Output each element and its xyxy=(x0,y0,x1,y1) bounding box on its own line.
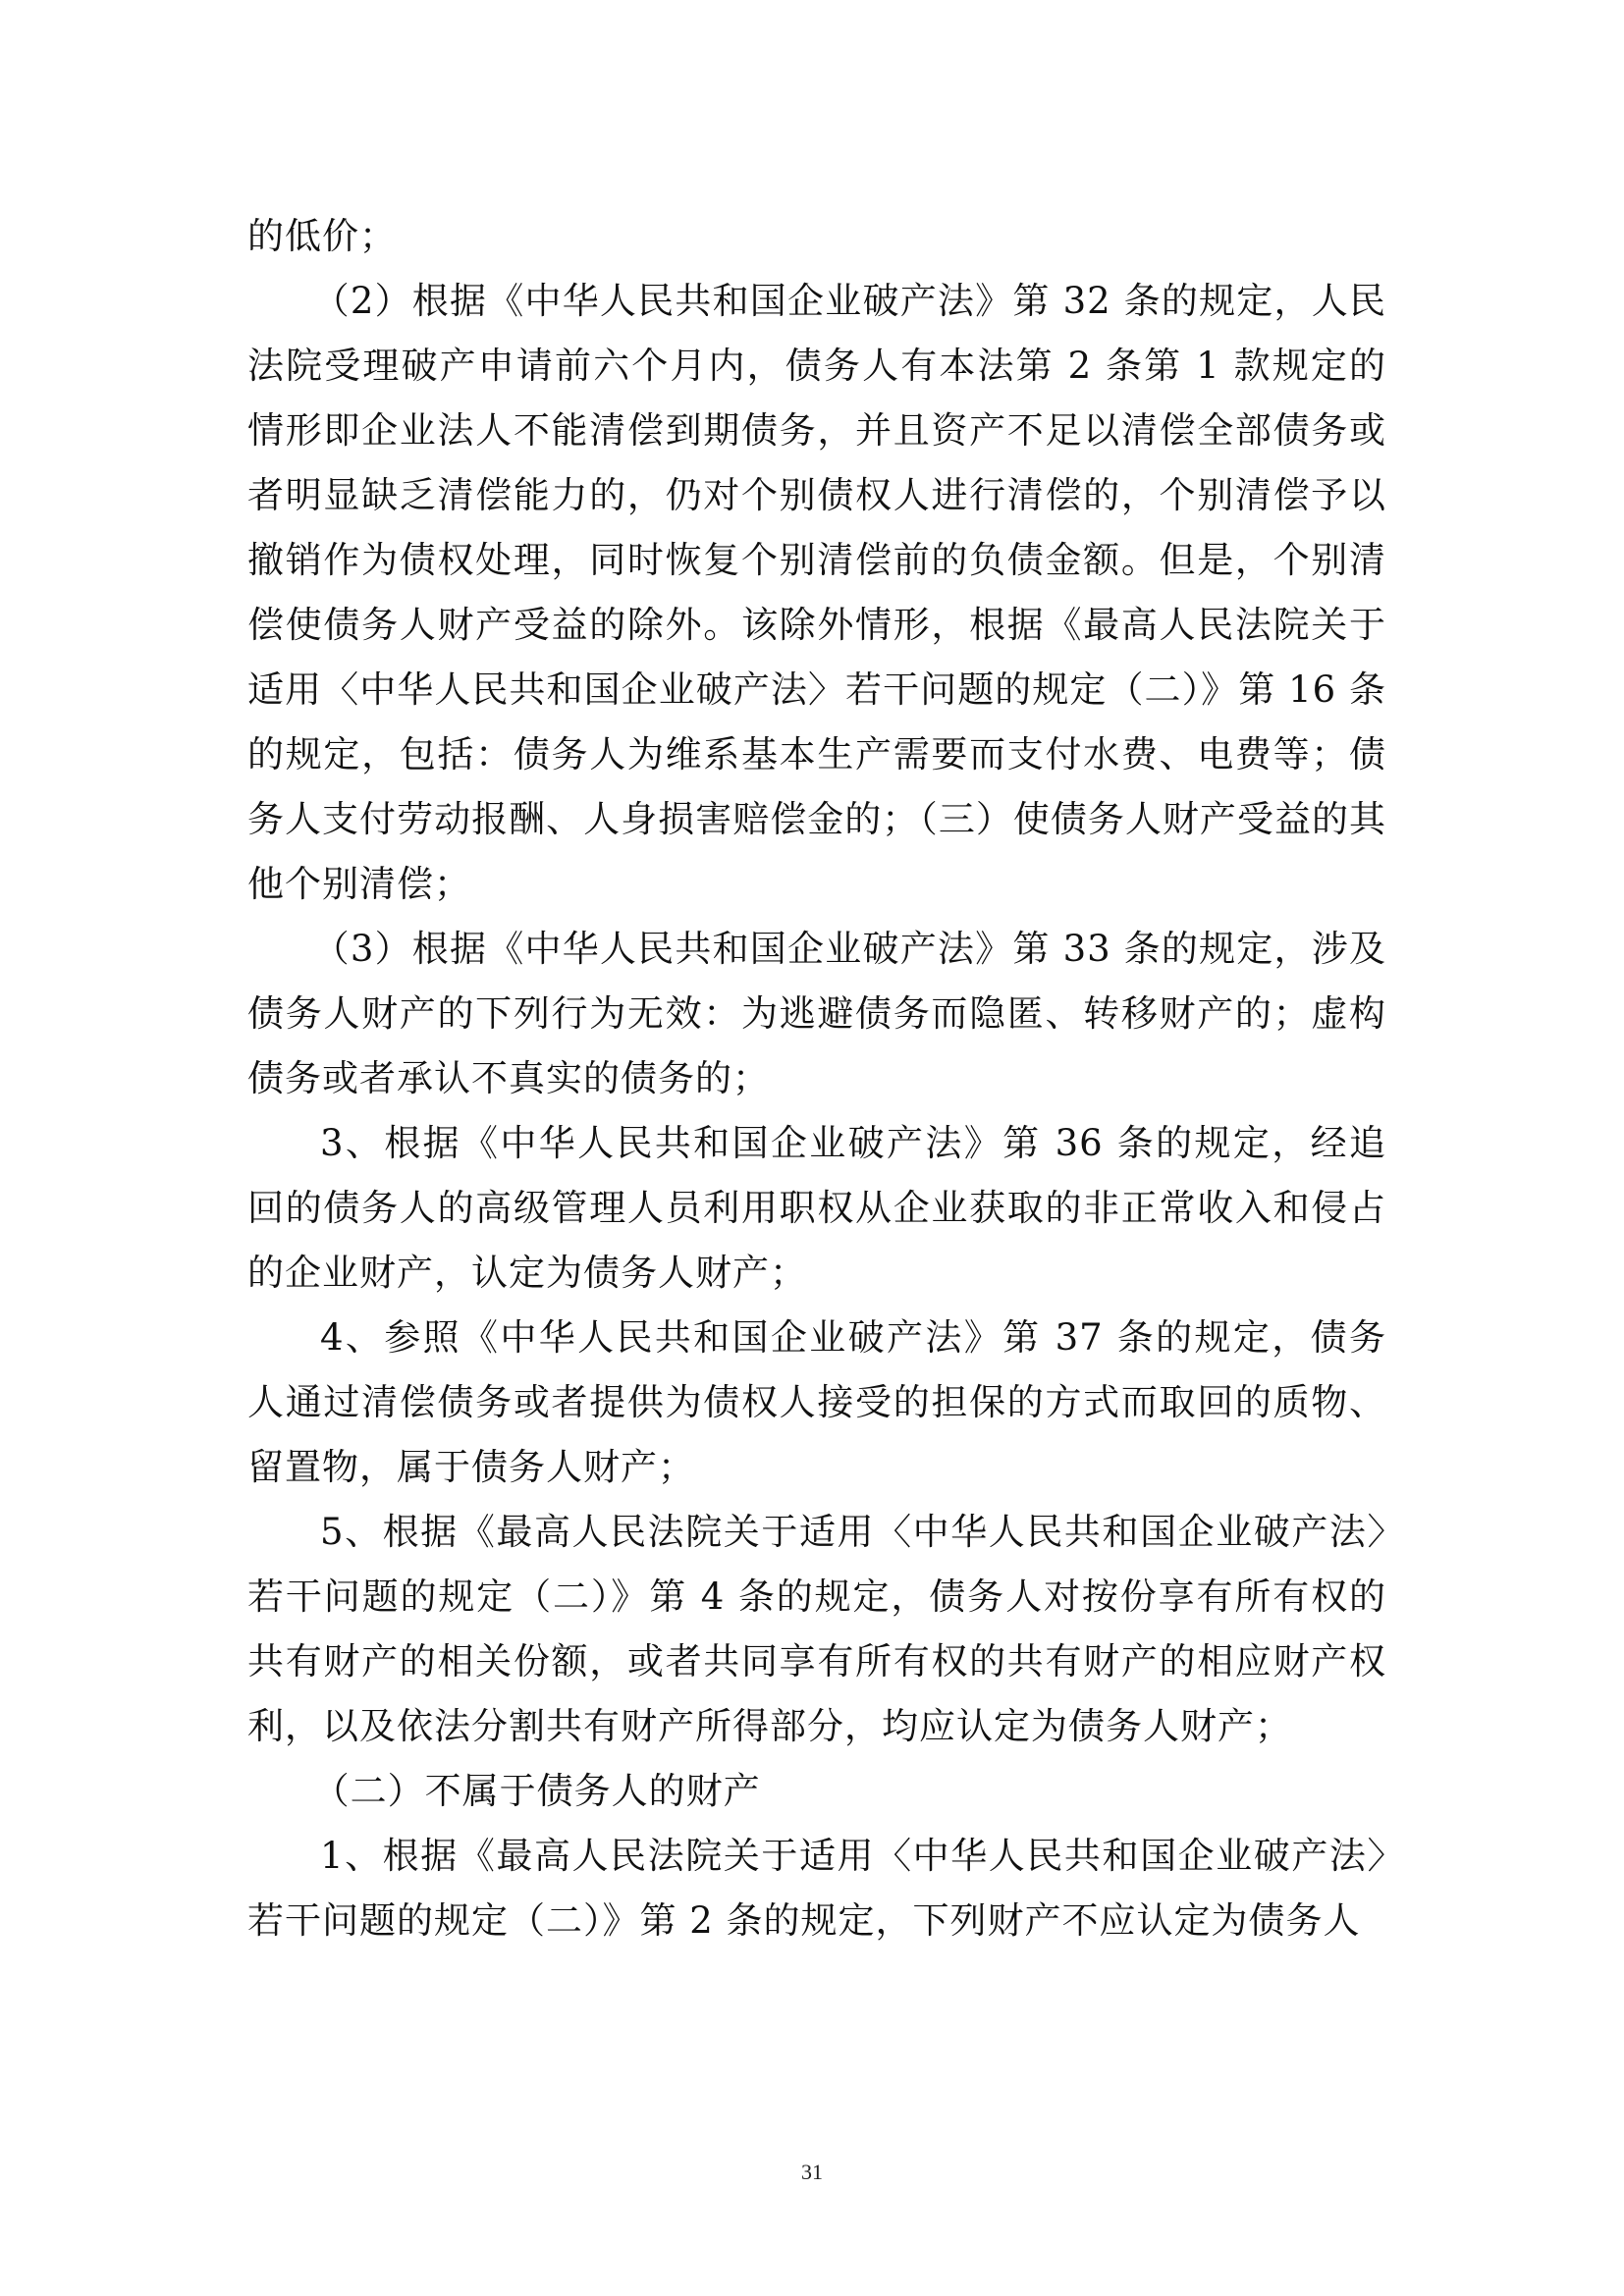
page-number: 31 xyxy=(801,2160,823,2184)
paragraph-item-3-recovered-income: 3、根据《中华人民共和国企业破产法》第 36 条的规定，经追回的债务人的高级管理人员利用职权从企业获取的非正常收入和侵占的企业财产，认定为债务人财产； xyxy=(247,1122,1386,1294)
paragraph-item-4-pledged-property: 4、参照《中华人民共和国企业破产法》第 37 条的规定，债务人通过清偿债务或者提供为债权人接受的担保的方式而取回的质物、留置物，属于债务人财产； xyxy=(247,1316,1386,1488)
document-body xyxy=(247,204,1386,1953)
paragraph-item-3-invalid-acts: （3）根据《中华人民共和国企业破产法》第 33 条的规定，涉及债务人财产的下列行为无效：为逃避债务而隐匿、转移财产的；虚构债务或者承认不真实的债务的； xyxy=(247,928,1386,1099)
paragraph-item-5-shared-property: 5、根据《最高人民法院关于适用〈中华人民共和国企业破产法〉若干问题的规定（二）》第 4 条的规定，债务人对按份享有所有权的共有财产的相关份额，或者共同享有所有权的共有财产的相应财产权利，以及依法分割共有财产所得部分，均应认定为债务人财产； xyxy=(247,1511,1386,1747)
section-heading-non-debtor-property: （二）不属于债务人的财产 xyxy=(312,1770,761,1812)
paragraph-item-1-excluded-property: 1、根据《最高人民法院关于适用〈中华人民共和国企业破产法〉若干问题的规定（二）》第 2 条的规定，下列财产不应认定为债务人 xyxy=(247,1835,1386,1942)
paragraph-item-2-individual-repayment: （2）根据《中华人民共和国企业破产法》第 32 条的规定，人民法院受理破产申请前六个月内，债务人有本法第 2 条第 1 款规定的情形即企业法人不能清偿到期债务，并且资产不足以清偿全部债务或者明显缺乏清偿能力的，仍对个别债权人进行清偿的，个别清偿予以撤销作为债权处理，同时恢复个别清偿前的负债金额。但是，个别清偿使债务人财产受益的除外。该除外情形，根据《最高人民法院关于适用〈中华人民共和国企业破产法〉若干问题的规定（二）》第 16 条的规定，包括：债务人为维系基本生产需要而支付水费、电费等；债务人支付劳动报酬、人身损害赔偿金的；（三）使债务人财产受益的其他个别清偿； xyxy=(247,280,1386,905)
paragraph-continuation: 的低价； xyxy=(247,215,397,257)
